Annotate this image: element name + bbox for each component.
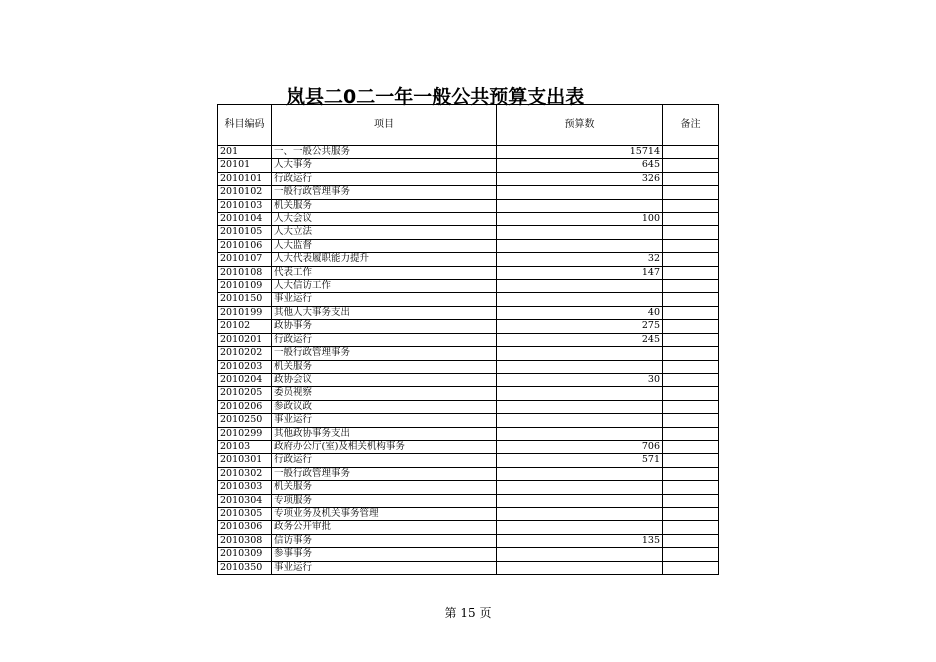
- cell-amount: 30: [497, 373, 663, 386]
- cell-note: [663, 320, 719, 333]
- cell-code: 2010203: [218, 360, 272, 373]
- cell-amount: [497, 427, 663, 440]
- cell-amount: 100: [497, 213, 663, 226]
- cell-note: [663, 534, 719, 547]
- cell-name: 一、一般公共服务: [272, 146, 497, 159]
- cell-name: 行政运行: [272, 454, 497, 467]
- table-row: [218, 387, 719, 400]
- cell-code: 2010109: [218, 280, 272, 293]
- cell-note: [663, 226, 719, 239]
- header-note: 备注: [663, 105, 719, 146]
- cell-amount: 706: [497, 440, 663, 453]
- cell-name: 机关服务: [272, 481, 497, 494]
- cell-code: 20102: [218, 320, 272, 333]
- cell-note: [663, 199, 719, 212]
- table-row: [218, 293, 719, 306]
- table-row: [218, 280, 719, 293]
- cell-note: [663, 387, 719, 400]
- cell-name: 事业运行: [272, 293, 497, 306]
- cell-note: [663, 172, 719, 185]
- cell-note: [663, 400, 719, 413]
- header-amount: 预算数: [497, 105, 663, 146]
- table-row: [218, 266, 719, 279]
- cell-note: [663, 561, 719, 574]
- cell-amount: [497, 360, 663, 373]
- cell-name: 信访事务: [272, 534, 497, 547]
- cell-name: 一般行政管理事务: [272, 467, 497, 480]
- header-name: 项目: [272, 105, 497, 146]
- cell-note: [663, 414, 719, 427]
- cell-amount: [497, 199, 663, 212]
- cell-code: 2010107: [218, 253, 272, 266]
- cell-amount: [497, 521, 663, 534]
- cell-name: 人大监督: [272, 239, 497, 252]
- cell-amount: 135: [497, 534, 663, 547]
- cell-amount: 245: [497, 333, 663, 346]
- cell-code: 2010201: [218, 333, 272, 346]
- cell-code: 2010202: [218, 347, 272, 360]
- cell-name: 政协事务: [272, 320, 497, 333]
- cell-note: [663, 494, 719, 507]
- cell-code: 2010104: [218, 213, 272, 226]
- cell-note: [663, 440, 719, 453]
- budget-table: [217, 104, 719, 575]
- cell-note: [663, 454, 719, 467]
- cell-code: 201: [218, 146, 272, 159]
- cell-name: 一般行政管理事务: [272, 186, 497, 199]
- cell-name: 专项业务及机关事务管理: [272, 507, 497, 520]
- cell-note: [663, 548, 719, 561]
- cell-amount: [497, 548, 663, 561]
- cell-amount: [497, 347, 663, 360]
- cell-name: 专项服务: [272, 494, 497, 507]
- cell-amount: [497, 481, 663, 494]
- cell-name: 其他人大事务支出: [272, 306, 497, 319]
- cell-note: [663, 373, 719, 386]
- cell-amount: 275: [497, 320, 663, 333]
- table-row: [218, 172, 719, 185]
- cell-name: 代表工作: [272, 266, 497, 279]
- cell-name: 行政运行: [272, 333, 497, 346]
- cell-name: 政府办公厅(室)及相关机构事务: [272, 440, 497, 453]
- table-row: [218, 186, 719, 199]
- cell-code: 2010309: [218, 548, 272, 561]
- cell-name: 事业运行: [272, 414, 497, 427]
- cell-code: 2010150: [218, 293, 272, 306]
- cell-name: 机关服务: [272, 360, 497, 373]
- cell-code: 2010103: [218, 199, 272, 212]
- cell-name: 机关服务: [272, 199, 497, 212]
- cell-note: [663, 280, 719, 293]
- cell-name: 人大立法: [272, 226, 497, 239]
- table-body: [218, 146, 719, 575]
- cell-amount: [497, 239, 663, 252]
- cell-name: 参政议政: [272, 400, 497, 413]
- cell-name: 事业运行: [272, 561, 497, 574]
- table-row: [218, 454, 719, 467]
- cell-code: 2010305: [218, 507, 272, 520]
- cell-name: 其他政协事务支出: [272, 427, 497, 440]
- cell-code: 2010308: [218, 534, 272, 547]
- table-row: [218, 534, 719, 547]
- cell-amount: 40: [497, 306, 663, 319]
- cell-name: 委员视察: [272, 387, 497, 400]
- table-row: [218, 440, 719, 453]
- cell-name: 人大会议: [272, 213, 497, 226]
- cell-note: [663, 293, 719, 306]
- cell-code: 2010306: [218, 521, 272, 534]
- cell-note: [663, 347, 719, 360]
- cell-amount: [497, 280, 663, 293]
- header-code: 科目编码: [218, 105, 272, 146]
- cell-name: 参事事务: [272, 548, 497, 561]
- cell-name: 行政运行: [272, 172, 497, 185]
- cell-code: 2010206: [218, 400, 272, 413]
- cell-code: 2010303: [218, 481, 272, 494]
- table-row: [218, 213, 719, 226]
- table-row: [218, 253, 719, 266]
- table-row: [218, 306, 719, 319]
- cell-amount: [497, 467, 663, 480]
- cell-code: 2010205: [218, 387, 272, 400]
- cell-amount: [497, 387, 663, 400]
- table-row: [218, 159, 719, 172]
- table-row: [218, 494, 719, 507]
- cell-name: 人大信访工作: [272, 280, 497, 293]
- cell-amount: [497, 186, 663, 199]
- cell-code: 2010108: [218, 266, 272, 279]
- cell-note: [663, 186, 719, 199]
- cell-name: 政务公开审批: [272, 521, 497, 534]
- cell-note: [663, 467, 719, 480]
- table-row: [218, 226, 719, 239]
- table-row: [218, 146, 719, 159]
- cell-code: 2010105: [218, 226, 272, 239]
- cell-amount: [497, 226, 663, 239]
- cell-note: [663, 146, 719, 159]
- cell-code: 2010106: [218, 239, 272, 252]
- table-row: [218, 360, 719, 373]
- cell-note: [663, 333, 719, 346]
- cell-amount: [497, 293, 663, 306]
- table-row: [218, 373, 719, 386]
- cell-code: 2010301: [218, 454, 272, 467]
- table-row: [218, 400, 719, 413]
- cell-code: 20103: [218, 440, 272, 453]
- cell-note: [663, 253, 719, 266]
- table-row: [218, 239, 719, 252]
- table-row: [218, 481, 719, 494]
- table-row: [218, 414, 719, 427]
- cell-note: [663, 360, 719, 373]
- cell-code: 2010204: [218, 373, 272, 386]
- cell-amount: 147: [497, 266, 663, 279]
- cell-amount: 645: [497, 159, 663, 172]
- cell-note: [663, 507, 719, 520]
- cell-amount: [497, 414, 663, 427]
- cell-note: [663, 306, 719, 319]
- cell-code: 20101: [218, 159, 272, 172]
- page-number: 第 15 页: [444, 606, 492, 620]
- table-row: [218, 548, 719, 561]
- cell-amount: 15714: [497, 146, 663, 159]
- table-row: [218, 347, 719, 360]
- cell-code: 2010250: [218, 414, 272, 427]
- cell-name: 政协会议: [272, 373, 497, 386]
- cell-note: [663, 521, 719, 534]
- cell-code: 2010302: [218, 467, 272, 480]
- cell-name: 人大事务: [272, 159, 497, 172]
- table-header-row: [218, 105, 719, 146]
- cell-note: [663, 159, 719, 172]
- cell-code: 2010199: [218, 306, 272, 319]
- table-row: [218, 507, 719, 520]
- cell-name: 人大代表履职能力提升: [272, 253, 497, 266]
- table-row: [218, 427, 719, 440]
- cell-code: 2010101: [218, 172, 272, 185]
- cell-code: 2010299: [218, 427, 272, 440]
- cell-note: [663, 239, 719, 252]
- cell-amount: [497, 494, 663, 507]
- table-row: [218, 199, 719, 212]
- cell-note: [663, 213, 719, 226]
- table-row: [218, 333, 719, 346]
- cell-name: 一般行政管理事务: [272, 347, 497, 360]
- cell-amount: 32: [497, 253, 663, 266]
- table-row: [218, 467, 719, 480]
- cell-code: 2010304: [218, 494, 272, 507]
- cell-note: [663, 266, 719, 279]
- table-row: [218, 521, 719, 534]
- cell-note: [663, 481, 719, 494]
- cell-code: 2010350: [218, 561, 272, 574]
- page-title: 岚县二0二一年一般公共预算支出表: [286, 86, 585, 108]
- cell-amount: [497, 507, 663, 520]
- cell-amount: [497, 400, 663, 413]
- cell-amount: 571: [497, 454, 663, 467]
- cell-amount: 326: [497, 172, 663, 185]
- cell-note: [663, 427, 719, 440]
- table-row: [218, 561, 719, 574]
- cell-amount: [497, 561, 663, 574]
- cell-code: 2010102: [218, 186, 272, 199]
- table-row: [218, 320, 719, 333]
